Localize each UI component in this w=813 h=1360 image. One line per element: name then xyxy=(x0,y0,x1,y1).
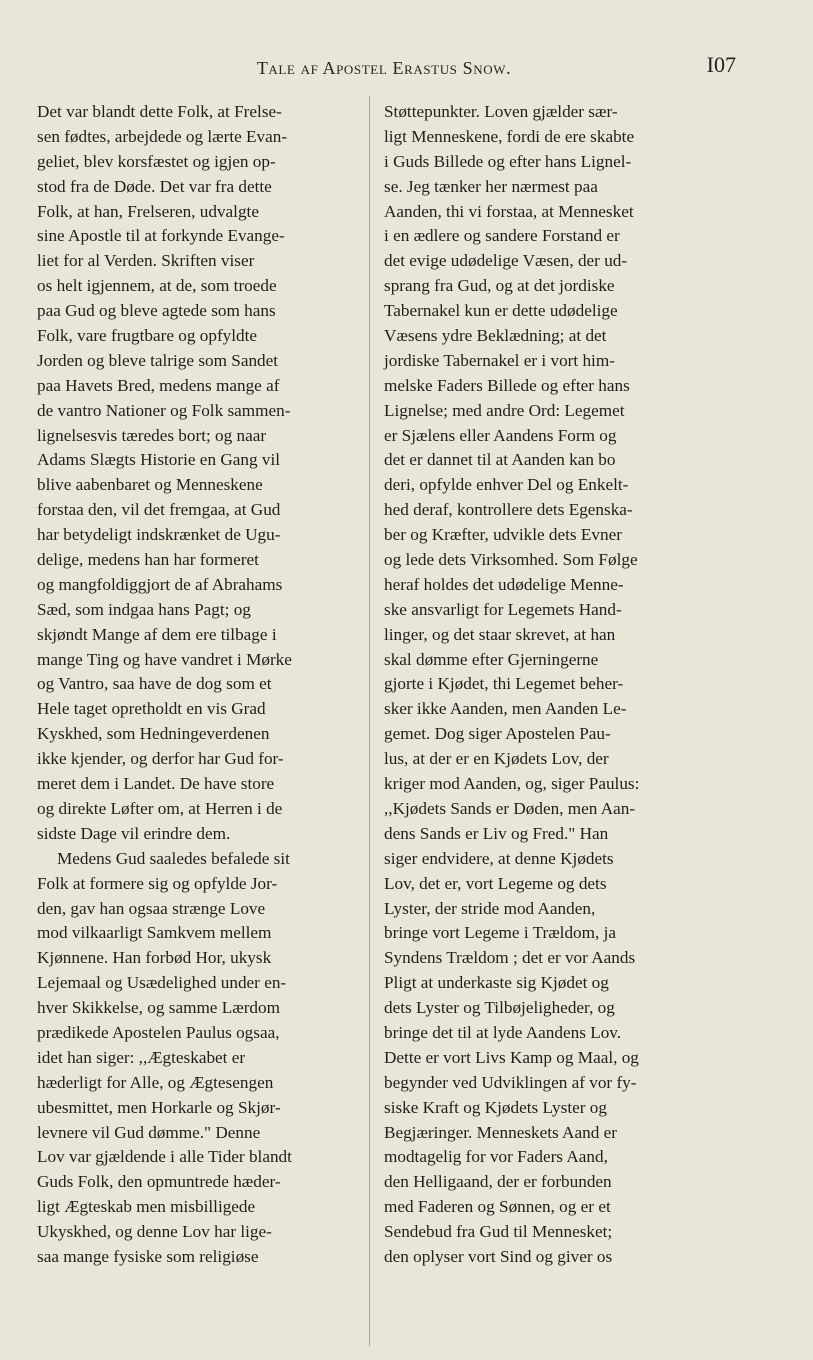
text-line: idet han siger: ,,Ægteskabet er xyxy=(37,1047,246,1067)
text-line: stod fra de Døde. Det var fra dette xyxy=(37,176,272,196)
text-line: paa Gud og bleve agtede som hans xyxy=(37,301,276,321)
text-line: Folk, at han, Frelseren, udvalgte xyxy=(37,201,259,221)
text-line: blive aabenbaret og Menneskene xyxy=(37,475,263,495)
text-line: ubesmittet, men Horkarle og Skjør- xyxy=(37,1097,281,1117)
text-line: skjøndt Mange af dem ere tilbage i xyxy=(37,624,277,644)
text-line: og Vantro, saa have de dog som et xyxy=(37,674,272,694)
text-line: hver Skikkelse, og samme Lærdom xyxy=(37,998,280,1018)
text-line: dens Sands er Liv og Fred." Han xyxy=(384,823,609,843)
page-header xyxy=(32,52,736,82)
text-line: Lov, det er, vort Legeme og dets xyxy=(384,873,607,893)
text-line: jordiske Tabernakel er i vort him- xyxy=(384,350,615,370)
text-line: os helt igjennem, at de, som troede xyxy=(37,276,277,296)
text-line: det evige udødelige Væsen, der ud- xyxy=(384,251,628,271)
text-line: ske ansvarligt for Legemets Hand- xyxy=(384,599,622,619)
text-line: bringe vort Legeme i Trældom, ja xyxy=(384,923,617,943)
text-line: Lejemaal og Usædelighed under en- xyxy=(37,973,287,993)
text-line: Lignelse; med andre Ord: Legemet xyxy=(384,400,625,420)
left-text-column xyxy=(37,100,370,1270)
text-line: med Faderen og Sønnen, og er et xyxy=(384,1197,611,1217)
text-line: Sæd, som indgaa hans Pagt; og xyxy=(37,599,251,619)
right-text-column xyxy=(384,100,725,1270)
text-line: hæderligt for Alle, og Ægtesengen xyxy=(37,1072,274,1092)
text-line: og direkte Løfter om, at Herren i de xyxy=(37,798,283,818)
text-line: lus, at der er en Kjødets Lov, der xyxy=(384,749,609,769)
column-divider xyxy=(369,96,370,1346)
text-line: Lyster, der stride mod Aanden, xyxy=(384,898,596,918)
text-line: meret dem i Landet. De have store xyxy=(37,774,275,794)
text-line: Aanden, thi vi forstaa, at Mennesket xyxy=(384,201,634,221)
text-line: sprang fra Gud, og at det jordiske xyxy=(384,276,615,296)
text-line: Folk at formere sig og opfylde Jor- xyxy=(37,873,278,893)
text-line: Sendebud fra Gud til Mennesket; xyxy=(384,1222,613,1242)
text-line: og lede dets Virksomhed. Som Følge xyxy=(384,550,638,570)
text-line: hed deraf, kontrollere dets Egenska- xyxy=(384,500,633,520)
text-line: Dette er vort Livs Kamp og Maal, og xyxy=(384,1047,639,1067)
text-line: siske Kraft og Kjødets Lyster og xyxy=(384,1097,607,1117)
text-line: lignelsesvis tæredes bort; og naar xyxy=(37,425,267,445)
text-line: de vantro Nationer og Folk sammen- xyxy=(37,400,291,420)
text-line: linger, og det staar skrevet, at han xyxy=(384,624,616,644)
text-line: deri, opfylde enhver Del og Enkelt- xyxy=(384,475,629,495)
text-line: Jorden og bleve talrige som Sandet xyxy=(37,350,279,370)
text-line: kriger mod Aanden, og, siger Paulus: xyxy=(384,774,640,794)
text-line: begynder ved Udviklingen af vor fy- xyxy=(384,1072,637,1092)
text-line: Hele taget opretholdt en vis Grad xyxy=(37,699,266,719)
text-line: modtagelig for vor Faders Aand, xyxy=(384,1147,608,1167)
text-line: skal dømme efter Gjerningerne xyxy=(384,649,599,669)
text-line: mange Ting og have vandret i Mørke xyxy=(37,649,292,669)
text-line: liet for al Verden. Skriften viser xyxy=(37,251,255,271)
text-line: og mangfoldiggjort de af Abrahams xyxy=(37,574,283,594)
text-line: levnere vil Gud dømme." Denne xyxy=(37,1122,261,1142)
text-line: paa Havets Bred, medens mange af xyxy=(37,375,280,395)
text-line: sker ikke Aanden, men Aanden Le- xyxy=(384,699,627,719)
text-line: Pligt at underkaste sig Kjødet og xyxy=(384,973,609,993)
text-line: sidste Dage vil erindre dem. xyxy=(37,823,231,843)
text-line: ligt Ægteskab men misbilligede xyxy=(37,1197,256,1217)
text-line: Ukyskhed, og denne Lov har lige- xyxy=(37,1222,272,1242)
text-line: i en ædlere og sandere Forstand er xyxy=(384,226,620,246)
text-line: Adams Slægts Historie en Gang vil xyxy=(37,450,281,470)
text-line: Det var blandt dette Folk, at Frelse- xyxy=(37,102,282,121)
text-line: Syndens Trældom ; det er vor Aands xyxy=(384,948,636,968)
text-line: bringe det til at lyde Aandens Lov. xyxy=(384,1022,622,1042)
text-line: heraf holdes det udødelige Menne- xyxy=(384,574,624,594)
text-line: prædikede Apostelen Paulus ogsaa, xyxy=(37,1022,280,1042)
text-line: se. Jeg tænker her nærmest paa xyxy=(384,176,598,196)
page-number: I07 xyxy=(706,52,736,77)
text-line: Guds Folk, den opmuntrede hæder- xyxy=(37,1172,281,1192)
text-line: sine Apostle til at forkynde Evange- xyxy=(37,226,285,246)
text-line: Støttepunkter. Loven gjælder sær- xyxy=(384,102,618,121)
text-line: Tabernakel kun er dette udødelige xyxy=(384,301,618,321)
text-line: den oplyser vort Sind og giver os xyxy=(384,1246,613,1266)
text-line: gemet. Dog siger Apostelen Pau- xyxy=(384,724,611,744)
text-line: mod vilkaarligt Samkvem mellem xyxy=(37,923,272,943)
text-line: den, gav han ogsaa strænge Love xyxy=(37,898,266,918)
text-line: ,,Kjødets Sands er Døden, men Aan- xyxy=(384,798,636,818)
text-line: sen fødtes, arbejdede og lærte Evan- xyxy=(37,126,288,146)
text-line: melske Faders Billede og efter hans xyxy=(384,375,630,395)
text-line: saa mange fysiske som religiøse xyxy=(37,1246,259,1266)
text-line: siger endvidere, at denne Kjødets xyxy=(384,848,614,868)
text-line: gjorte i Kjødet, thi Legemet beher- xyxy=(384,674,624,694)
text-line: ligt Menneskene, fordi de ere skabte xyxy=(384,126,635,146)
text-line: Væsens ydre Beklædning; at det xyxy=(384,326,607,346)
text-line: Lov var gjældende i alle Tider blandt xyxy=(37,1147,292,1167)
text-line: i Guds Billede og efter hans Lignel- xyxy=(384,151,632,171)
text-line: geliet, blev korsfæstet og igjen op- xyxy=(37,151,276,171)
text-line: Folk, vare frugtbare og opfyldte xyxy=(37,326,258,346)
text-line: Kjønnene. Han forbød Hor, ukysk xyxy=(37,948,272,968)
text-line: Begjæringer. Menneskets Aand er xyxy=(384,1122,617,1142)
text-line: dets Lyster og Tilbøjeligheder, og xyxy=(384,998,615,1018)
text-line: Medens Gud saaledes befalede sit xyxy=(57,848,290,868)
running-title: Tale af Apostel Erastus Snow. xyxy=(256,58,512,78)
text-line: har betydeligt indskrænket de Ugu- xyxy=(37,525,281,545)
text-line: det er dannet til at Aanden kan bo xyxy=(384,450,616,470)
text-line: er Sjælens eller Aandens Form og xyxy=(384,425,617,445)
text-line: Kyskhed, som Hedningeverdenen xyxy=(37,724,270,744)
text-line: delige, medens han har formeret xyxy=(37,550,259,570)
text-line: ikke kjender, og derfor har Gud for- xyxy=(37,749,284,769)
text-line: ber og Kræfter, udvikle dets Evner xyxy=(384,525,622,545)
text-line: forstaa den, vil det fremgaa, at Gud xyxy=(37,500,281,520)
text-line: den Helligaand, der er forbunden xyxy=(384,1172,612,1192)
